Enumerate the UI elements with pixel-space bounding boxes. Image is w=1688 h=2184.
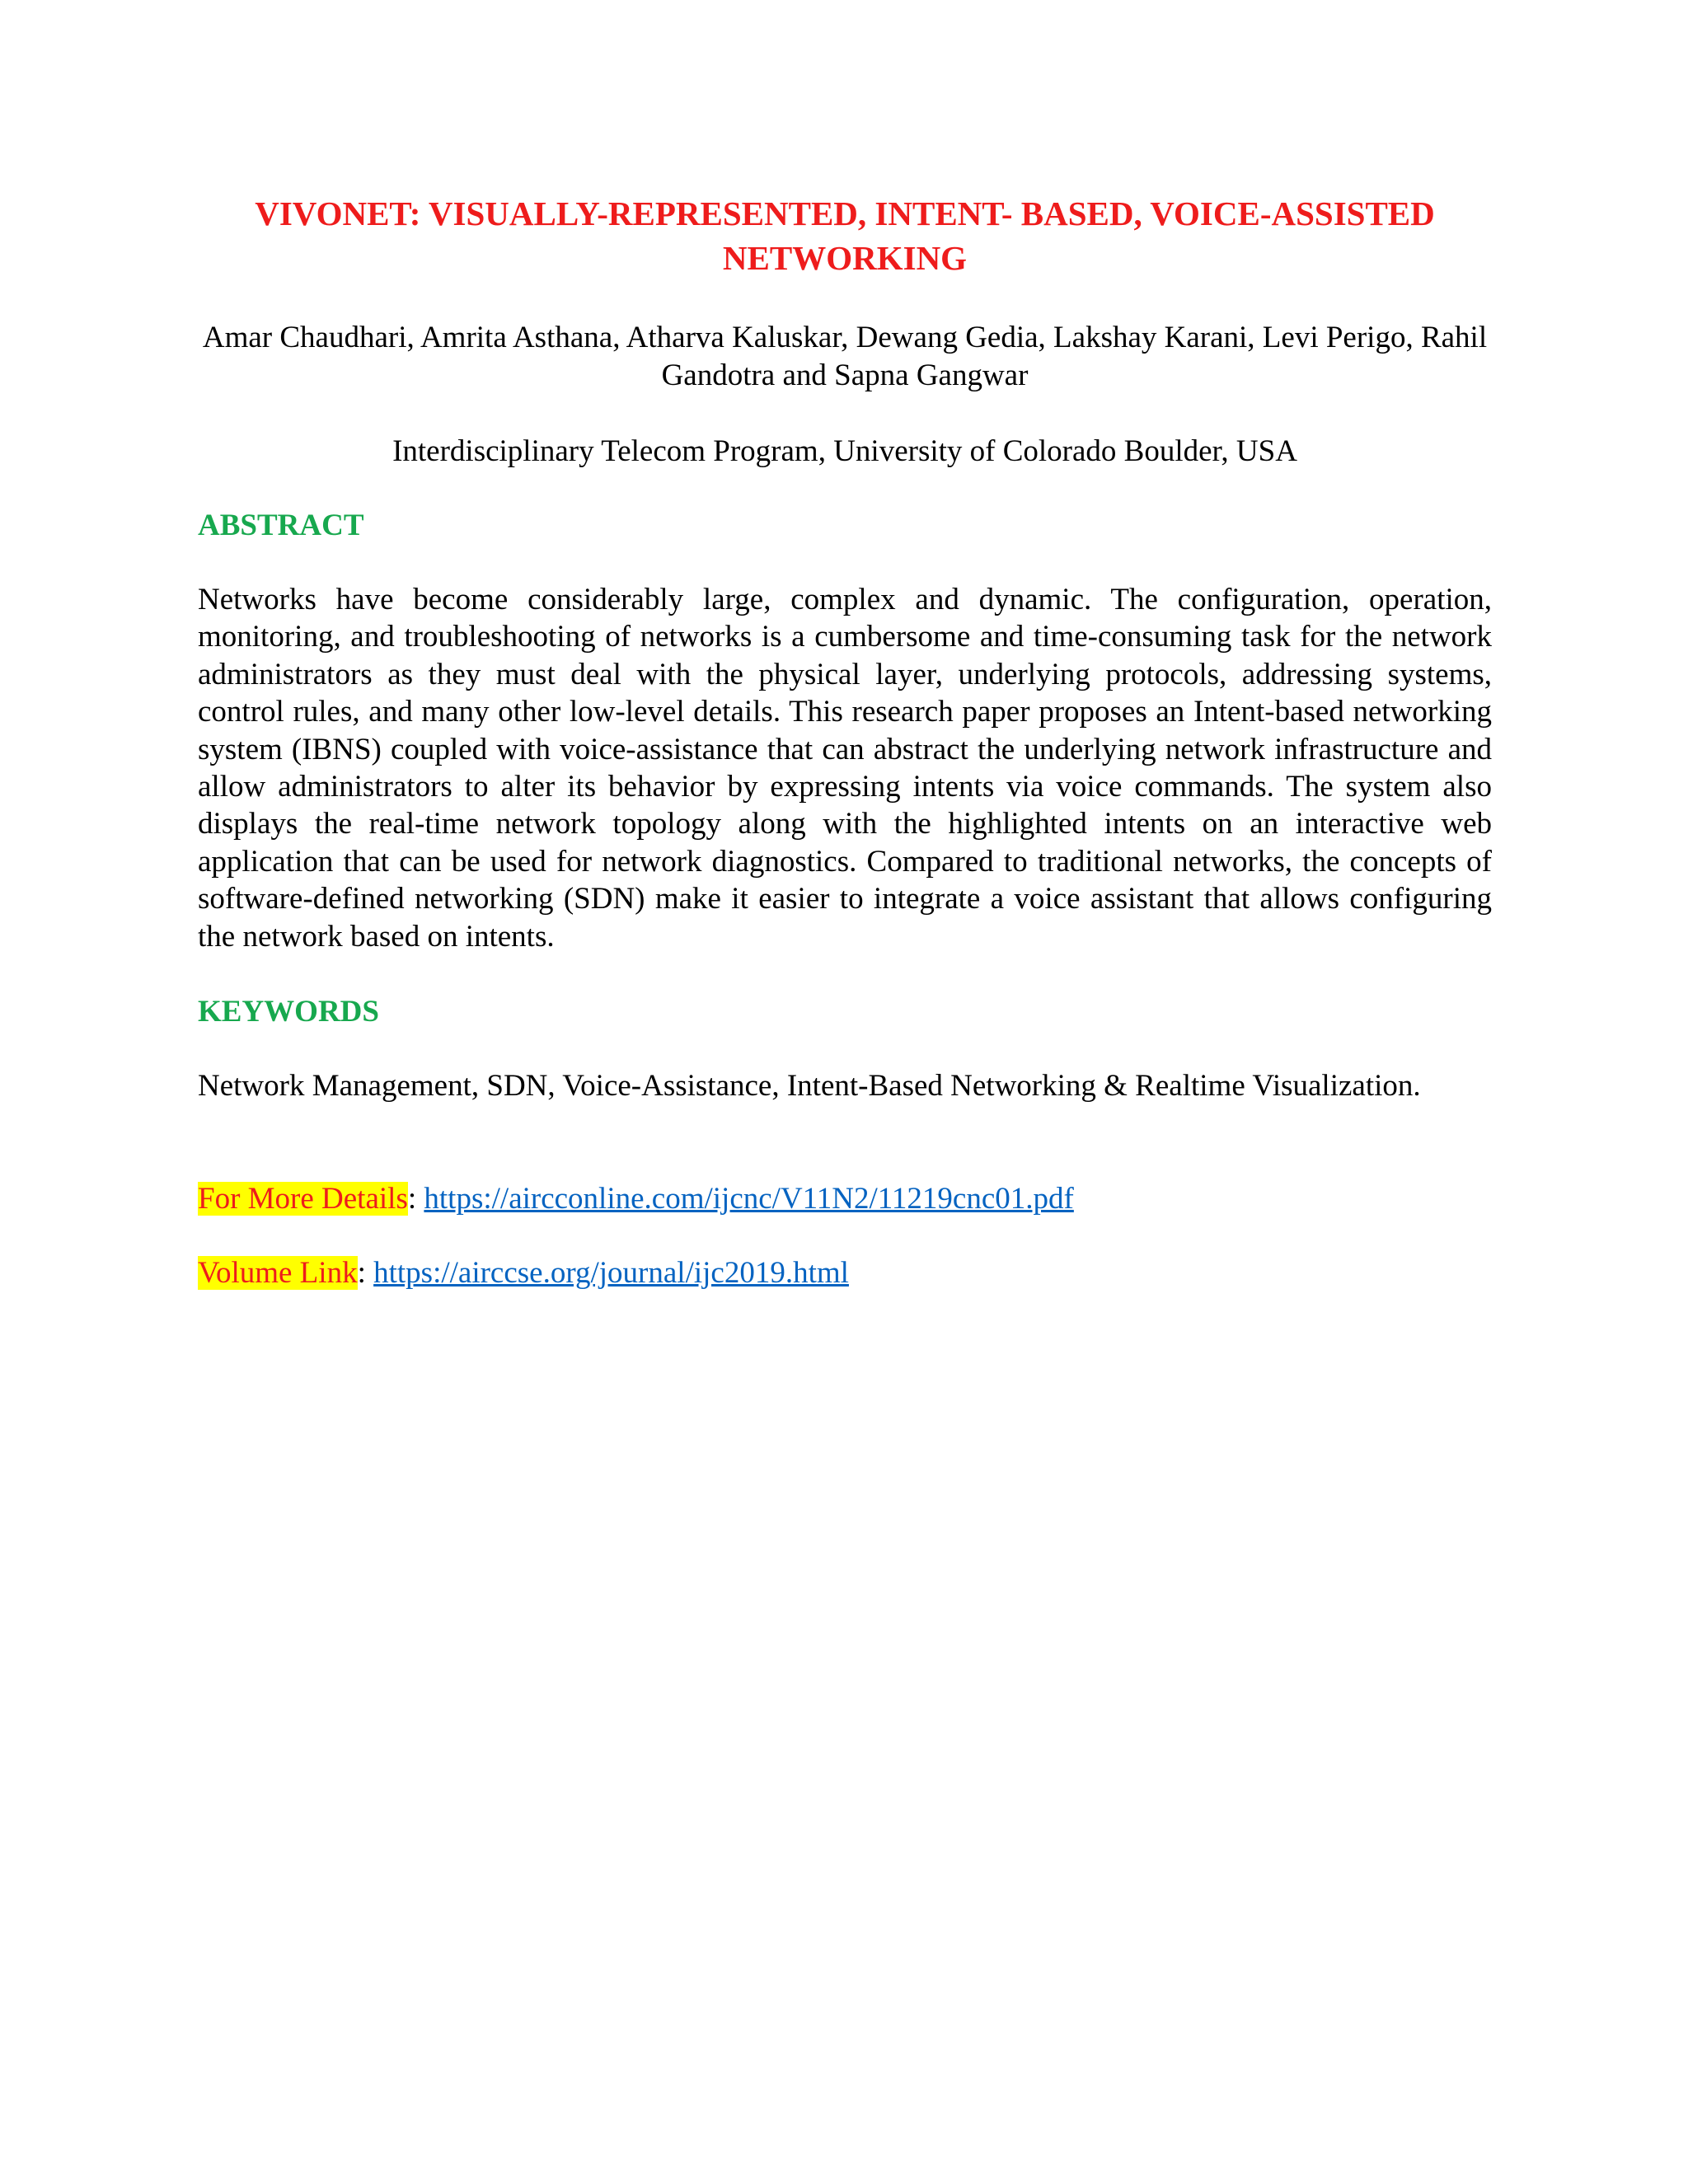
volume-link-label: Volume Link (198, 1256, 358, 1290)
paper-title: VIVONET: VISUALLY-REPRESENTED, INTENT- BASED, VOICE-ASSISTED NETWORKING (255, 194, 1435, 277)
more-details-separator: : (407, 1182, 424, 1216)
abstract-heading: ABSTRACT (198, 509, 364, 542)
affiliation: Interdisciplinary Telecom Program, University of Colorado Boulder, USA (392, 434, 1297, 468)
volume-link-line (198, 1254, 849, 1292)
more-details-line (198, 1180, 1074, 1218)
more-details-link[interactable]: https://aircconline.com/ijcnc/V11N2/11219cnc01.pdf (424, 1182, 1074, 1216)
keywords-text: Network Management, SDN, Voice-Assistance, Intent-Based Networking & Realtime Visualization. (198, 1069, 1421, 1103)
more-details-label: For More Details (198, 1182, 408, 1216)
keywords-heading: KEYWORDS (198, 995, 379, 1029)
author-list: Amar Chaudhari, Amrita Asthana, Atharva Kaluskar, Dewang Gedia, Lakshay Karani, Levi Perigo, Rahil Gandotra and Sapna Gangwar (202, 321, 1488, 392)
abstract-text: Networks have become considerably large, complex and dynamic. The configuration, operation, monitoring, and troubleshooting of networks is a cumbersome and time-consuming task for the network administrators as they must deal with the physical layer, underlying protocols, addressing systems, control rules, and many other low-level details. This research paper proposes an Intent-based networking system (IBNS) coupled with voice-assistance that can abstract the underlying network infrastructure and allow administrators to alter its behavior by expressing intents via voice commands. The system also displays the real-time network topology along with the highlighted intents on an interactive web application that can be used for network diagnostics. Compared to traditional networks, the concepts of software-defined networking (SDN) make it easier to integrate a voice assistant that allows configuring the network based on intents. (198, 583, 1492, 954)
volume-link-separator: : (357, 1256, 374, 1290)
volume-link-url[interactable]: https://airccse.org/journal/ijc2019.html (373, 1256, 849, 1290)
